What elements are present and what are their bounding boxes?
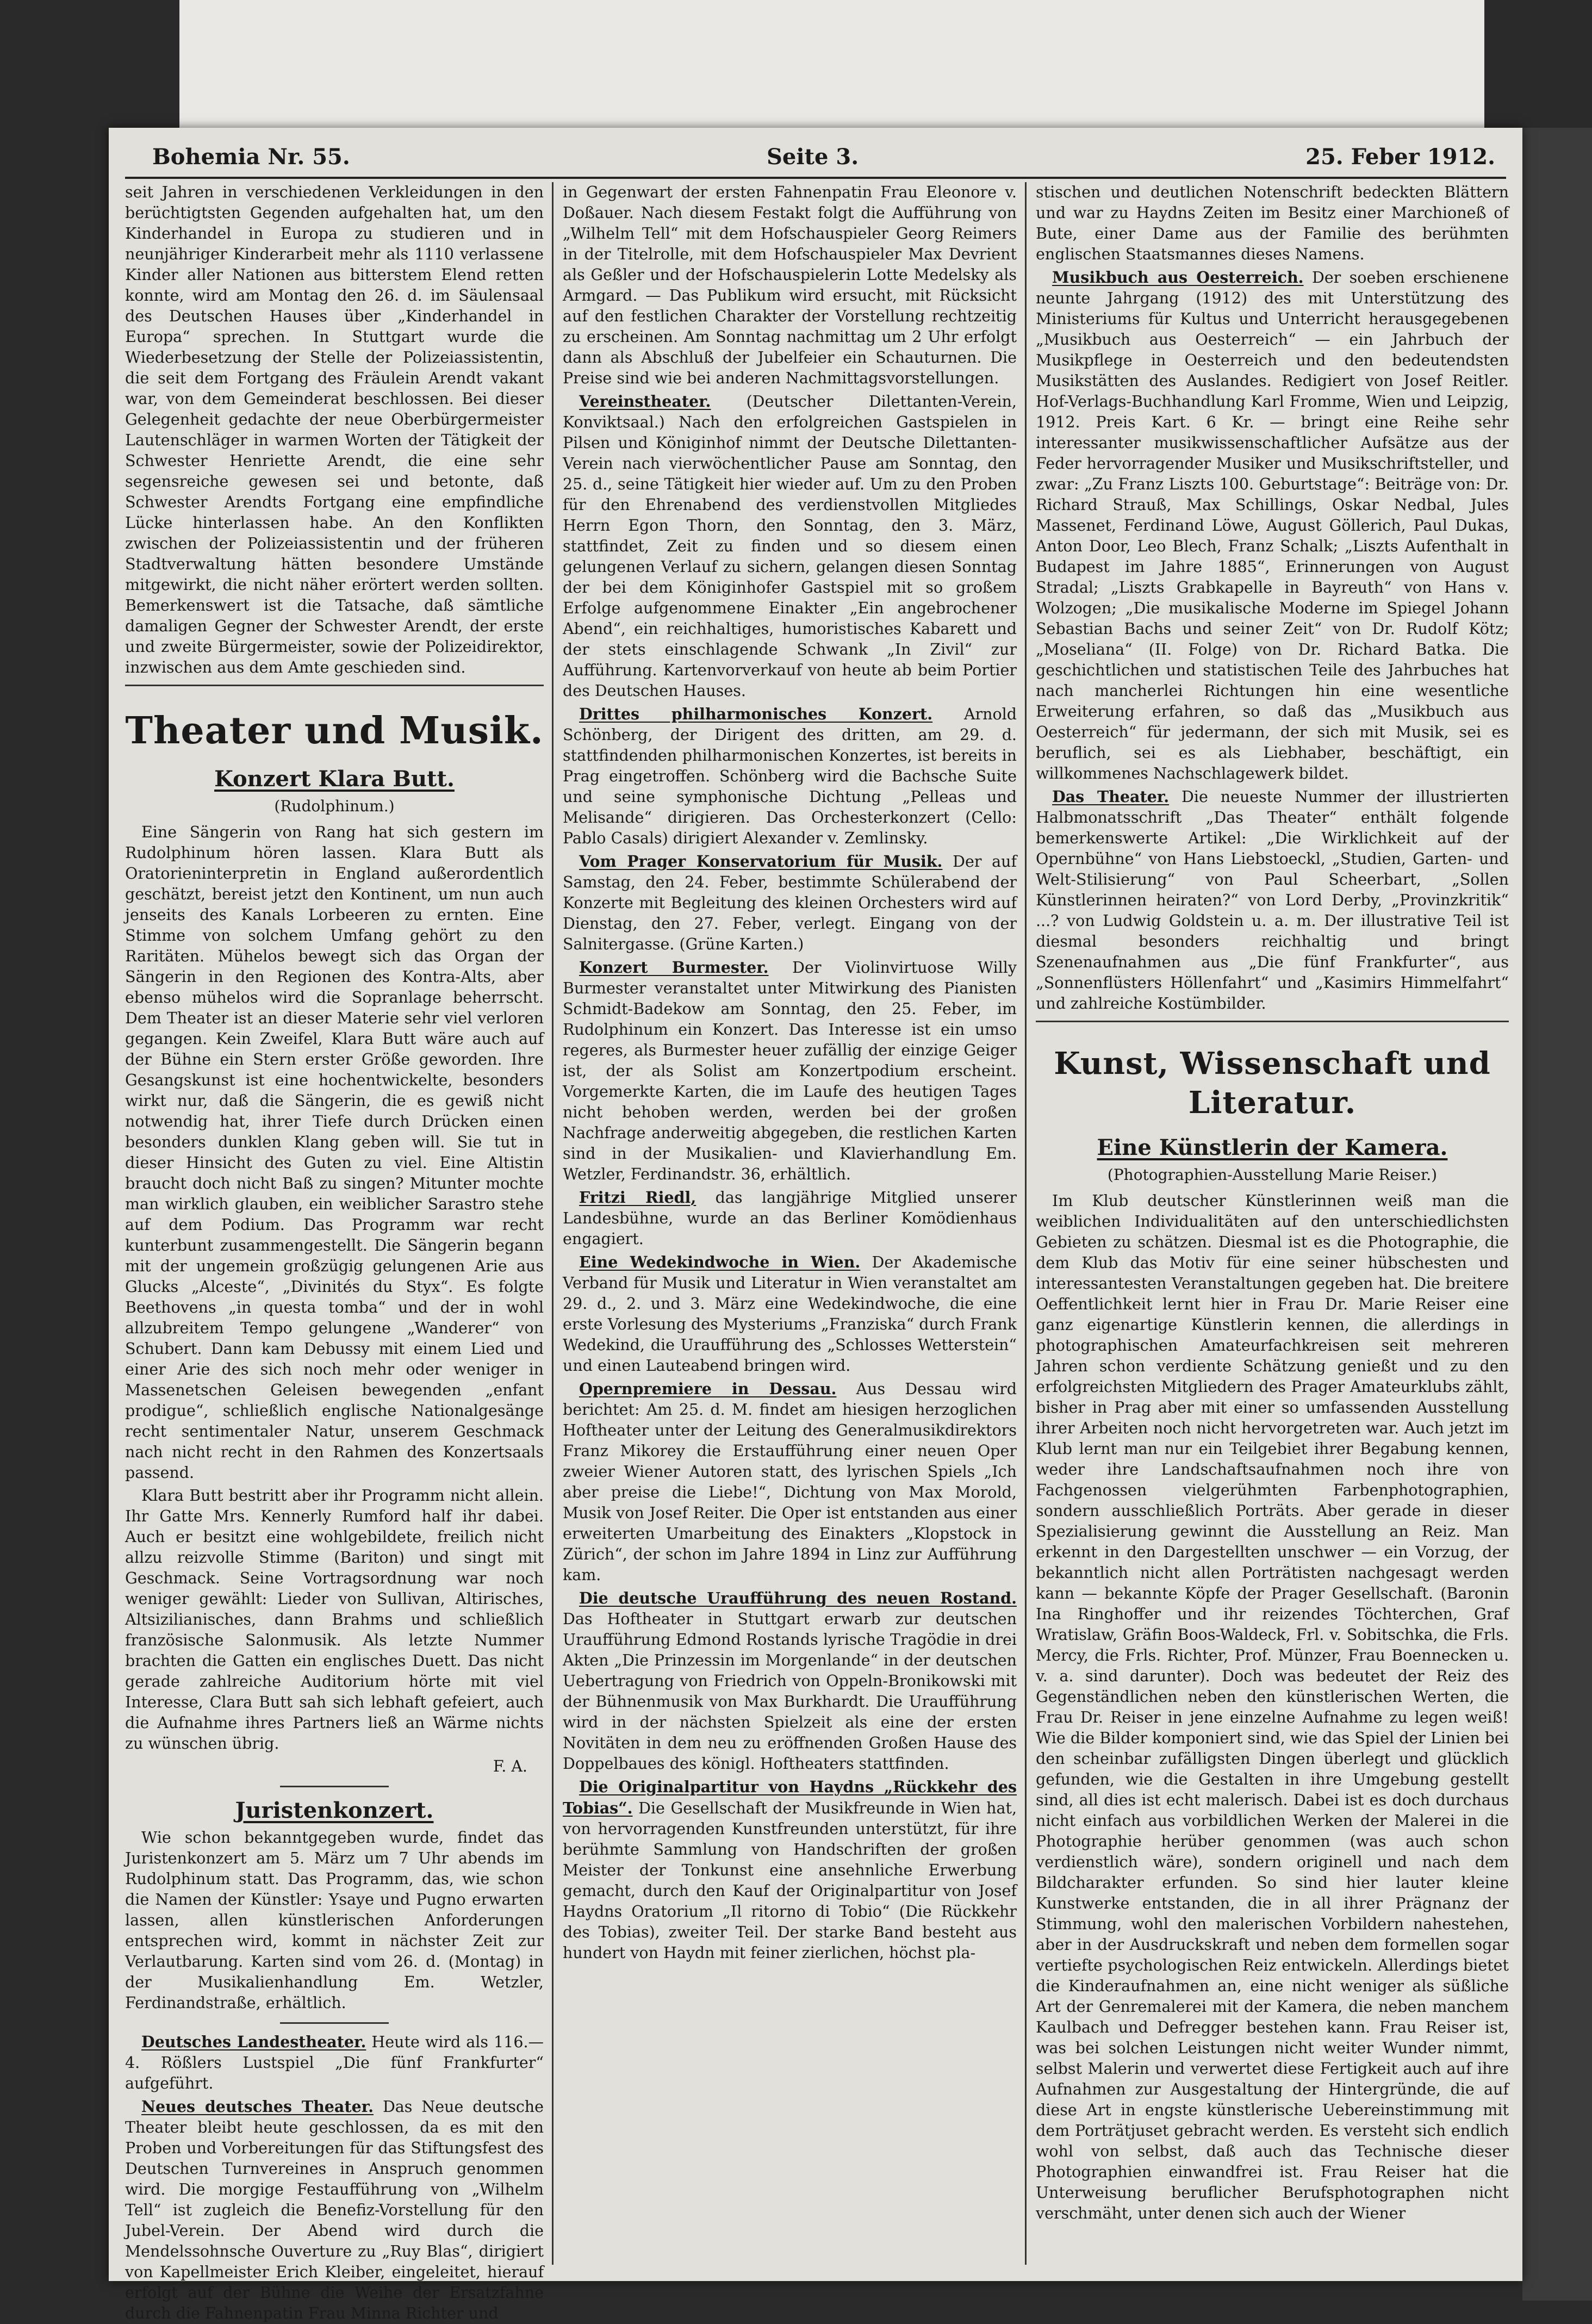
musikbuch-item	[1036, 267, 1509, 784]
article-title-butt: Konzert Klara Butt.	[214, 766, 455, 792]
konservatorium-item	[563, 851, 1017, 955]
article-title-juristen: Juristenkonzert.	[235, 1798, 434, 1823]
burmester-lead: Konzert Burmester.	[579, 958, 769, 977]
burmester-item	[563, 957, 1017, 1185]
neues-theater-item	[125, 2096, 544, 2324]
vereinstheater-lead: Vereinstheater.	[579, 392, 711, 411]
landestheater-text: Heute wird als 116.—4. Rößlers Lustspiel „Die fünf Frankfurter“ aufgeführt.	[125, 2033, 544, 2092]
butt-paragraph-2: Klara Butt bestritt aber ihr Programm nicht allein. Ihr Gatte Mrs. Kennerly Rumford half ihr dabei. Auch er besitzt eine wohlgebildete, freilich nicht allzu reizvolle Stimme (Bariton) und singt mit Geschmack. Seine Vortragsordnung war noch weniger gewählt: Lieder von Sullivan, Altirisches, Altsizilianisches, dann Brahms und schließlich französische Salonmusik. Als letzte Nummer brachten die Gatten ein englisches Duett. Das nicht gerade zahlreiche Auditorium hörte mit viel Interesse, Clara Butt sah sich lebhaft gefeiert, auch die Aufnahme ihres Partners ließ an Wärme nichts zu wünschen übrig.	[125, 1487, 544, 1753]
newspaper-page	[109, 128, 1522, 2322]
column-3	[1036, 182, 1509, 2265]
haydn-continued: stischen und deutlichen Notenschrift bedeckten Blättern und war zu Haydns Zeiten im Besitz einer Marchioneß of Bute, einer Dame aus der Familie des berühmten englischen Staatsmannes dieses Namens.	[1036, 183, 1509, 263]
vereinstheater-text: (Deutscher Dilettanten-Verein, Konviktsaal.) Nach den erfolgreichen Gastspielen in Pilsen und Königinhof nimmt der Deutsche Dilettanten-Verein nach vierwöchentlicher Pause am Sonntag, den 25. d., seine Tätigkeit hier wieder auf. Um zu den Proben für den Ehrenabend des verdienstvollen Mitgliedes Herrn Egon Thorn, den Sonntag, den 3. März, stattfindet, Zeit zu finden und so diesem einen gelungenen Verlauf zu sichern, gelangen diesen Sonntag der bei dem Königinhofer Gastspiel mit so großem Erfolge aufgenommene Einakter „Ein angebrochener Abend“, ein reichhaltiges, humoristisches Kabarett und der stets einschlagende Schwank „In Zivil“ zur Aufführung. Kartenvorverkauf von heute ab beim Portier des Deutschen Hauses.	[563, 393, 1017, 700]
konservatorium-text: Der auf Samstag, den 24. Feber, bestimmte Schülerabend der Konzerte mit Begleitung des kleinen Orchesters wird auf Dienstag, den 27. Feber, verlegt. Eingang von der Salnitergasse. (Grüne Karten.)	[563, 853, 1017, 953]
haydn-lead: Die Originalpartitur von Haydns „Rückkehr des Tobias“.	[563, 1778, 1017, 1817]
column-divider-2	[1025, 182, 1027, 2265]
burmester-text: Der Violinvirtuose Willy Burmester veranstaltet unter Mitwirkung des Pianisten Schmidt-Badekow am Sonntag, den 25. Feber, im Rudolphinum ein Konzert. Das Interesse ist ein umso regeres, als Burmester heuer zufällig der einzige Geiger ist, der als Solist am Konzertpodium erscheint. Vorgemerkte Karten, die im Laufe des heutigen Tages nicht behoben werden, werden bei der großen Nachfrage anderweitig abgegeben, die restlichen Karten sind in der Musikalien- und Klavierhandlung Em. Wetzler, Ferdinandstr. 36, erhältlich.	[563, 959, 1017, 1183]
header-page-number: Seite 3.	[767, 144, 859, 170]
landestheater-item	[125, 2031, 544, 2094]
konservatorium-lead: Vom Prager Konservatorium für Musik.	[579, 852, 943, 871]
section-title-theater: Theater und Musik.	[125, 709, 544, 753]
article-subtitle-kamera: (Photographien-Ausstellung Marie Reiser.)	[1107, 1166, 1438, 1184]
article-rule	[280, 1786, 389, 1787]
scan-right-edge	[1522, 128, 1592, 2301]
haydn-item	[563, 1776, 1017, 1963]
header-date: 25. Feber 1912.	[1305, 144, 1495, 170]
rostand-text: Das Hoftheater in Stuttgart erwarb zur deutschen Uraufführung Edmond Rostands lyrische Tragödie in drei Akten „Die Prinzessin im Morgenlande“ in der deutschen Uebertragung von Friedrich von Oppeln-Bronikowski mit der Bühnenmusik von Max Burkhardt. Die Uraufführung wird in der nächsten Spielzeit als eine der ersten Novitäten in dem neu zu eröffnenden Großen Hause des Doppelbaues des königl. Hoftheaters stattfinden.	[563, 1610, 1017, 1773]
intro-paragraph: seit Jahren in verschiedenen Verkleidungen in den berüchtigtsten Gegenden aufgehalten hat, um den Kinderhandel in Europa zu studieren und in neunjähriger Kinderarbeit mehr als 1110 verlassene Kinder aller Nationen aus bitterstem Elend retten konnte, wird am Montag den 26. d. im Säulensaal des Deutschen Hauses über „Kinderhandel in Europa“ sprechen. In Stuttgart wurde die Wiederbesetzung der Stelle der Polizeiassistentin, die seit dem Fortgang des Fräulein Arendt vakant war, von dem Gemeinderat beschlossen. Bei dieser Gelegenheit gedachte der neue Oberbürgermeister Lautenschläger in warmen Worten der Tätigkeit der Schwester Henriette Arendt, die eine sehr segensreiche gewesen sei und betonte, daß Schwester Arendts Fortgang eine empfindliche Lücke hinterlassen habe. An den Konflikten zwischen der Polizeiassistentin und der früheren Stadtverwaltung hätten besondere Umstände mitgewirkt, die nicht näher erörtert werden sollten. Bemerkenswert ist die Tatsache, daß sämtliche damaligen Gegner der Schwester Arendt, der erste und zweite Bürgermeister, sowie der Polizeidirektor, inzwischen aus dem Amte geschieden sind.	[125, 183, 544, 676]
neues-theater-text: Das Neue deutsche Theater bleibt heute geschlossen, da es mit den Proben und Vorbereitungen für das Stiftungsfest des Deutschen Turnvereines in Anspruch genommen wird. Die morgige Festaufführung von „Wilhelm Tell“ ist zugleich die Benefiz-Vorstellung für den Jubel-Verein. Der Abend wird durch die Mendelssohnsche Ouverture zu „Ruy Blas“, dirigiert von Kapellmeister Erich Kleiber, eingeleitet, hierauf erfolgt auf der Bühne die Weihe der Ersatzfahne durch die Fahnenpatin Frau Minna Richter und	[125, 2098, 544, 2322]
scan-top-strip	[179, 0, 1484, 128]
fritzi-lead: Fritzi Riedl,	[579, 1188, 697, 1207]
vereinstheater-item	[563, 391, 1017, 701]
neues-theater-lead: Neues deutsches Theater.	[141, 2097, 374, 2116]
fritzi-item	[563, 1187, 1017, 1250]
dessau-item	[563, 1378, 1017, 1586]
das-theater-text: Die neueste Nummer der illustrierten Halbmonatsschrift „Das Theater“ enthält folgende bemerkenswerte Artikel: „Die Wirklichkeit auf der Opernbühne“ von Hans Liebstoeckl, „Studien, Garten- und Welt-Stilisierung“ von Paul Scheerbart, „Sollen Künstlerinnen heiraten?“ von Lord Derby, „Provinzkritik“ ...? von Ludwig Goldstein u. a. m. Der illustrative Teil ist diesmal besonders reichhaltig und bringt Szenenaufnahmen aus „Die fünf Frankfurter“, aus „Sonnenflüsters Höllenfahrt“ und „Kasimirs Himmelfahrt“ und zahlreiche Kostümbilder.	[1036, 788, 1509, 1012]
wedekind-item	[563, 1252, 1017, 1376]
musikbuch-text: Der soeben erschienene neunte Jahrgang (1912) des mit Unterstützung des Ministeriums für Kultus und Unterricht herausgegebenen „Musikbuch aus Oesterreich“ — ein Jahrbuch der Musikpflege in Oesterreich und den bedeutendsten Musikstätten des Auslandes. Redigiert von Josef Reitler. Hof-Verlags-Buchhandlung Karl Fromme, Wien und Leipzig, 1912. Preis Kart. 6 Kr. — bringt eine Reihe sehr interessanter musikwissenschaftlicher Aufsätze aus der Feder hervorragender Musiker und Musikschriftsteller, und zwar: „Zu Franz Liszts 100. Geburtstage“: Beiträge von: Dr. Richard Strauß, Max Schillings, Oskar Nedbal, Jules Massenet, Ferdinand Löwe, August Göllerich, Paul Dukas, Anton Door, Leo Blech, Franz Schalk; „Liszts Aufenthalt in Budapest im Jahre 1885“, Erinnerungen von August Stradal; „Liszts Grabkapelle in Bayreuth“ von Hans v. Wolzogen; „Die musikalische Moderne im Spiegel Johann Sebastian Bachs und seiner Zeit“ von Dr. Rudolf Kötz; „Moseliana“ (II. Folge) von Dr. Richard Batka. Die geschichtlichen und statistischen Teile des Jahrbuches hat nach mancherlei Richtungen hin eine wesentliche Erweiterung erfahren, so daß das „Musikbuch aus Oesterreich“ für jedermann, der sich mit Musik, sei es beruflich, sei es als Liebhaber, beschäftigt, ein willkommenes Nachschlagewerk bildet.	[1036, 269, 1509, 782]
das-theater-lead: Das Theater.	[1052, 787, 1170, 806]
dessau-text: Aus Dessau wird berichtet: Am 25. d. M. findet am hiesigen herzoglichen Hoftheater unter der Leitung des Generalmusikdirektors Franz Mikorey die Erstaufführung einer neuen Oper zweier Wiener Autoren statt, des lyrischen Spiels „Ich aber preise die Liebe!“, Dichtung von Max Morold, Musik von Josef Reiter. Die Oper ist entstanden aus einer erweiterten Umarbeitung des Einakters „Klopstock in Zürich“, der schon im Jahre 1894 in Linz zur Aufführung kam.	[563, 1380, 1017, 1584]
musikbuch-lead: Musikbuch aus Oesterreich.	[1052, 268, 1304, 287]
section-rule	[1036, 1021, 1509, 1022]
section-rule	[125, 685, 544, 686]
tell-paragraph: in Gegenwart der ersten Fahnenpatin Frau Eleonore v. Doßauer. Nach diesem Festakt folgt die Aufführung von „Wilhelm Tell“ mit dem Hofschauspieler Georg Reimers in der Titelrolle, mit dem Hofschauspieler Max Devrient als Geßler und der Hofschauspielerin Lotte Medelsky als Armgard. — Das Publikum wird ersucht, mit Rücksicht auf den festlichen Charakter der Vorstellung rechtzeitig zu erscheinen. Am Sonntag nachmittag um 2 Uhr erfolgt dann als Abschluß der Jubelfeier ein Schauturnen. Die Preise sind wie bei anderen Nachmittagsvorstellungen.	[563, 183, 1017, 387]
page-header	[125, 144, 1506, 179]
philharmonic-text: Arnold Schönberg, der Dirigent des dritten, am 29. d. stattfindenden philharmonischen Konzertes, ist bereits in Prag eingetroffen. Schönberg wird die Bachsche Suite und seine symphonische Dichtung „Pelleas und Melisande“ dirigieren. Das Orchesterkonzert (Cello: Pablo Casals) dirigiert Alexander v. Zemlinsky.	[563, 705, 1017, 847]
haydn-text: Die Gesellschaft der Musikfreunde in Wien hat, von hervorragenden Kunstfreunden unterstützt, für ihre berühmte Sammlung von Handschriften der großen Meister der Tonkunst eine ansehnliche Erwerbung gemacht, durch den Kauf der Originalpartitur von Josef Haydns Oratorium „Il ritorno di Tobio“ (Die Rückkehr des Tobias), zweiter Teil. Der starke Band besteht aus hundert von Haydn mit feiner zierlichen, höchst pla-	[563, 1799, 1017, 1962]
section-title-kunst: Kunst, Wissenschaft und Literatur.	[1054, 1046, 1491, 1121]
column-divider-1	[552, 182, 554, 2265]
kamera-paragraph: Im Klub deutscher Künstlerinnen weiß man die weiblichen Individualitäten auf den unterschiedlichsten Gebieten zu schätzen. Diesmal ist es die Photographie, die dem Klub das Motiv für eine seiner hübschesten und interessantesten Veranstaltungen gegeben hat. Die breitere Oeffentlichkeit lernt hier in Frau Dr. Marie Reiser eine ganz eigenartige Künstlerin kennen, die allerdings in photographischen Amateurfachkreisen seit mehreren Jahren schon verdiente Schätzung genießt und zu den erfolgreichsten Mitgliedern des Prager Amateurklubs zählt, bisher in Prag aber mit einer so umfassenden Ausstellung ihrer Arbeiten noch nicht hervorgetreten war. Auch jetzt im Klub lernt man nur ein Teilgebiet ihrer Begabung kennen, weder ihre Landschaftsaufnahmen noch ihre von Fachgenossen vielgerühmten Farbenphotographien, sondern ausschließlich Porträts. Aber gerade in dieser Spezialisierung gewinnt die Ausstellung an Reiz. Man erkennt in den Dargestellten unschwer — ein Vorzug, der bekanntlich nicht allen Porträtisten nachgesagt werden kann — bekannte Köpfe der Prager Gesellschaft. (Baronin Ina Ringhoffer und ihr reizendes Töchterchen, Graf Wratislaw, Gräfin Boos-Waldeck, Frl. v. Sobitschka, die Frls. Mercy, die Frls. Richter, Prof. Münzer, Frau Boennecken u. v. a. sind darunter). Doch was bedeutet der Reiz des Gegenständlichen neben den künstlerischen Werten, die Frau Dr. Reiser in jene einzelne Aufnahme zu legen weiß! Wie die Bilder komponiert sind, wie das Spiel der Linien bei den scheinbar zufälligsten Dingen überlegt und glücklich gefunden, wie die Gestalten in ihre Umgebung gestellt sind, all dies ist echt malerisch. Dabei ist es doch durchaus nicht einfach aus vorbildlichen Werken der Malerei in die Photographie herüber genommen (was auch schon verdienstlich wäre), sondern originell und nach dem Bildcharakter erfunden. So sind hier lauter kleine Kunstwerke entstanden, die in all ihrer Prägnanz der Stimmung, wohl den malerischen Vorbildern nahestehen, aber in der Ausdruckskraft und neben dem formellen sogar vertiefte psychologischen Reiz entwickeln. Allerdings bietet die Kinderaufnahmen an, eine nicht weniger als süßliche Art der Genremalerei mit der Kamera, die neben manchem Kaulbach und Defregger bestehen kann. Frau Reiser ist, was bei solchen Leistungen nicht weiter Wunder nimmt, selbst Malerin und verwertet diese Fertigkeit auch auf ihre Aufnahmen zur Ausgestaltung der Hintergründe, die auf diese Art in engste künstlerische Uebereinstimmung mit dem Porträtjuset gebracht werden. Es versteht sich endlich wohl von selbst, daß auch das Technische dieser Photographien einwandfrei ist. Frau Reiser hat die Unterweisung beruflicher Berufsphotographen nicht verschmäht, unter denen sich auch der Wiener	[1036, 1192, 1509, 2222]
article-title-kamera: Eine Künstlerin der Kamera.	[1097, 1135, 1448, 1160]
rostand-lead: Die deutsche Uraufführung des neuen Rostand.	[579, 1589, 1017, 1607]
dessau-lead: Opernpremiere in Dessau.	[579, 1380, 837, 1398]
juristen-paragraph: Wie schon bekanntgegeben wurde, findet das Juristenkonzert am 5. März um 7 Uhr abends im Rudolphinum statt. Das Programm, das, wie schon die Namen der Künstler: Ysaye und Pugno erwarten lassen, allen künstlerischen Anforderungen entsprechen wird, kommt in nächster Zeit zur Verlautbarung. Karten sind vom 26. d. (Montag) in der Musikalienhandlung Em. Wetzler, Ferdinandstraße, erhältlich.	[125, 1829, 544, 2012]
fritzi-text: das langjährige Mitglied unserer Landesbühne, wurde an das Berliner Komödienhaus engagiert.	[563, 1189, 1017, 1248]
article-rule	[280, 2022, 389, 2024]
column-1	[125, 182, 544, 2322]
butt-paragraph-1: Eine Sängerin von Rang hat sich gestern im Rudolphinum hören lassen. Klara Butt als Oratorieninterpretin in England außerordentlich geschätzt, bereist jetzt den Kontinent, um nun auch jenseits des Kanals Lorbeeren zu ernten. Eine Stimme von solchem Umfang gehört zu den Raritäten. Mühelos bewegt sich das Organ der Sängerin in den Regionen des Kontra-Alts, aber ebenso mühelos wird die Sopranlage beherrscht. Dem Theater ist an dieser Materie sehr viel verloren gegangen. Kein Zweifel, Klara Butt wäre auch auf der Bühne ein Stern erster Größe geworden. Ihre Gesangskunst ist eine hochentwickelte, besonders wirkt nur, daß die Sängerin, die es gewiß nicht notwendig hat, ihrer Tiefe durch Drücken einen besonders dunklen Klang geben will. Sie tut in dieser Hinsicht des Guten zu viel. Eine Altistin braucht doch nicht Baß zu singen? Mitunter mochte man wirklich glauben, ein weiblicher Sarastro stehe auf dem Podium. Das Programm war recht kunterbunt zusammengestellt. Die Sängerin begann mit der ungemein großzügig gelungenen Arie aus Glucks „Alceste“, „Divinités du Styx“. Es folgte Beethovens „in questa tomba“ und der in wohl allzubreitem Tempo gelungene „Wanderer“ von Schubert. Dann kam Debussy mit einem Lied und einer Arie des sich noch mehr oder weniger in Massenetschen Geleisen bewegenden „enfant prodigue“, schließlich englische Nationalgesänge recht sentimentaler Natur, unserem Geschmack nach nicht recht in den Rahmen des Konzertsaals passend.	[125, 823, 544, 1482]
wedekind-lead: Eine Wedekindwoche in Wien.	[579, 1253, 861, 1271]
philharmonic-item	[563, 704, 1017, 849]
wedekind-text: Der Akademische Verband für Musik und Literatur in Wien veranstaltet am 29. d., 2. und 3. März eine Wedekindwoche, die eine erste Vorlesung des Mysteriums „Franziska“ durch Frank Wedekind, die Uraufführung des „Schlosses Wetterstein“ und einen Lauteabend bringen wird.	[563, 1253, 1017, 1375]
rostand-item	[563, 1588, 1017, 1774]
article-subtitle-butt: (Rudolphinum.)	[274, 797, 395, 815]
philharmonic-lead: Drittes philharmonisches Konzert.	[579, 705, 933, 723]
das-theater-item	[1036, 786, 1509, 1014]
landestheater-lead: Deutsches Landestheater.	[141, 2033, 366, 2051]
header-issue: Bohemia Nr. 55.	[152, 144, 350, 170]
butt-signature: F. A.	[493, 1757, 527, 1775]
column-2	[563, 182, 1017, 2265]
